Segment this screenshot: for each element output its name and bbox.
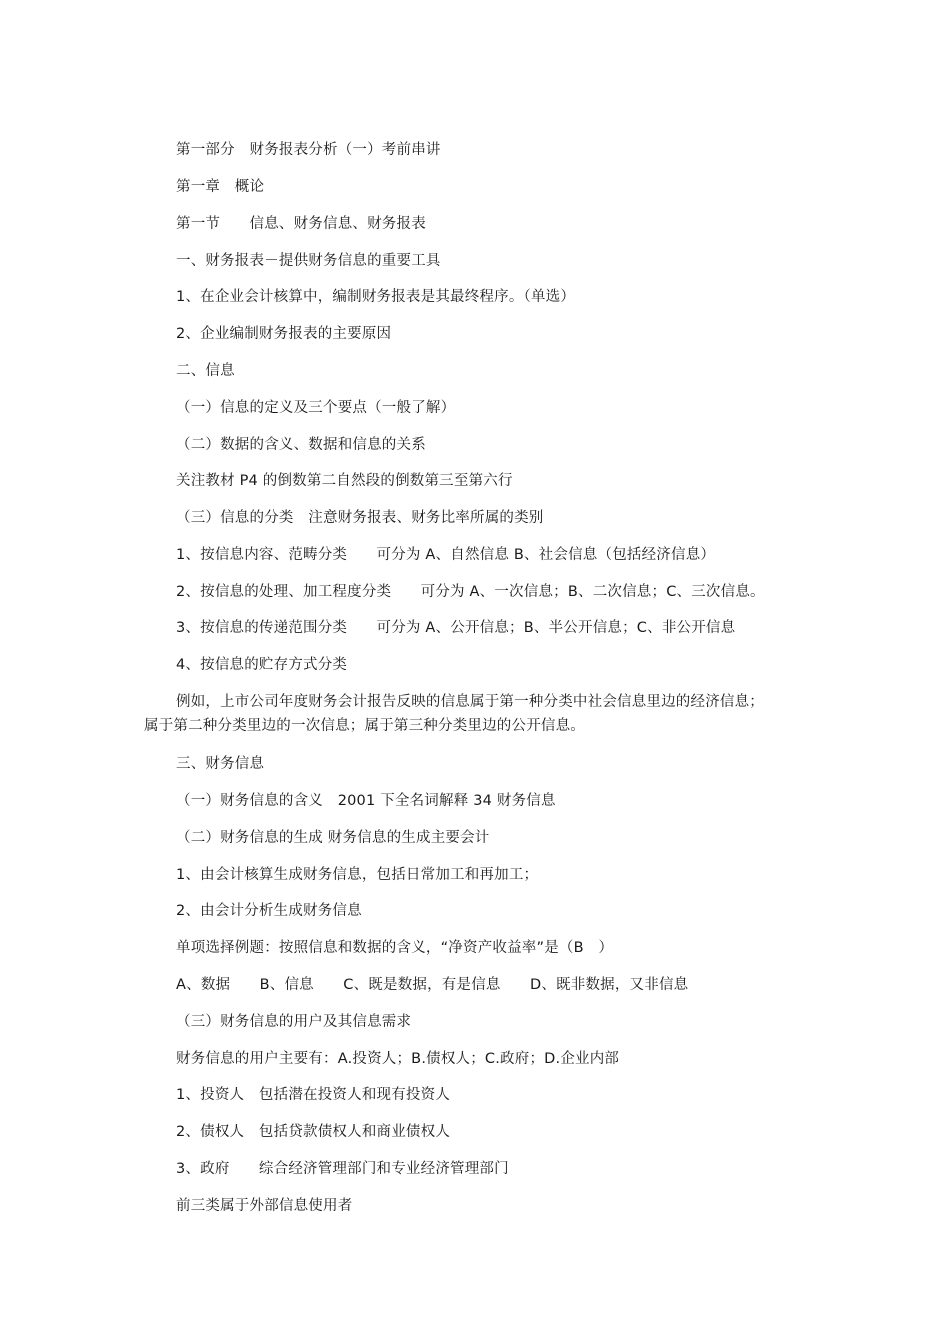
- section-heading: 第一节 信息、财务信息、财务报表: [176, 216, 426, 232]
- paragraph: 2、企业编制财务报表的主要原因: [176, 326, 392, 342]
- paragraph: 例如，上市公司年度财务会计报告反映的信息属于第一种分类中社会信息里边的经济信息；: [176, 694, 764, 710]
- paragraph: （一）信息的定义及三个要点（一般了解）: [176, 400, 456, 416]
- paragraph: （一）财务信息的含义 2001 下全名词解释 34 财务信息: [176, 793, 556, 809]
- paragraph: 2、按信息的处理、加工程度分类 可分为 A、一次信息；B、二次信息；C、三次信息。: [176, 584, 765, 600]
- paragraph: 三、财务信息: [176, 756, 265, 772]
- paragraph: 1、投资人 包括潜在投资人和现有投资人: [176, 1087, 451, 1103]
- paragraph: 财务信息的用户主要有：A.投资人；B.债权人；C.政府；D.企业内部: [176, 1051, 620, 1067]
- paragraph: 4、按信息的贮存方式分类: [176, 657, 348, 673]
- paragraph: A、数据 B、信息 C、既是数据，有是信息 D、既非数据，又非信息: [176, 977, 689, 993]
- paragraph: （二）数据的含义、数据和信息的关系: [176, 437, 426, 453]
- paragraph: 一、财务报表－提供财务信息的重要工具: [176, 253, 441, 269]
- paragraph: 3、政府 综合经济管理部门和专业经济管理部门: [176, 1161, 509, 1177]
- paragraph: （二）财务信息的生成 财务信息的生成主要会计: [176, 830, 490, 846]
- paragraph: 1、在企业会计核算中，编制财务报表是其最终程序。（单选）: [176, 289, 576, 305]
- paragraph: 二、信息: [176, 363, 235, 379]
- paragraph: 2、由会计分析生成财务信息: [176, 903, 362, 919]
- paragraph-continuation: 属于第二种分类里边的一次信息；属于第三种分类里边的公开信息。: [144, 718, 585, 734]
- paragraph: 1、按信息内容、范畴分类 可分为 A、自然信息 B、社会信息（包括经济信息）: [176, 547, 716, 563]
- paragraph: 1、由会计核算生成财务信息，包括日常加工和再加工；: [176, 867, 539, 883]
- paragraph: （三）财务信息的用户及其信息需求: [176, 1014, 412, 1030]
- paragraph: （三）信息的分类 注意财务报表、财务比率所属的类别: [176, 510, 544, 526]
- paragraph: 3、按信息的传递范围分类 可分为 A、公开信息；B、半公开信息；C、非公开信息: [176, 620, 736, 636]
- chapter-heading: 第一章 概论: [176, 179, 265, 195]
- paragraph: 前三类属于外部信息使用者: [176, 1198, 353, 1214]
- paragraph: 关注教材 P4 的倒数第二自然段的倒数第三至第六行: [176, 473, 513, 489]
- paragraph: 单项选择例题：按照信息和数据的含义，“净资产收益率”是（B ）: [176, 940, 614, 956]
- paragraph: 2、债权人 包括贷款债权人和商业债权人: [176, 1124, 451, 1140]
- part-heading: 第一部分 财务报表分析（一）考前串讲: [176, 142, 441, 158]
